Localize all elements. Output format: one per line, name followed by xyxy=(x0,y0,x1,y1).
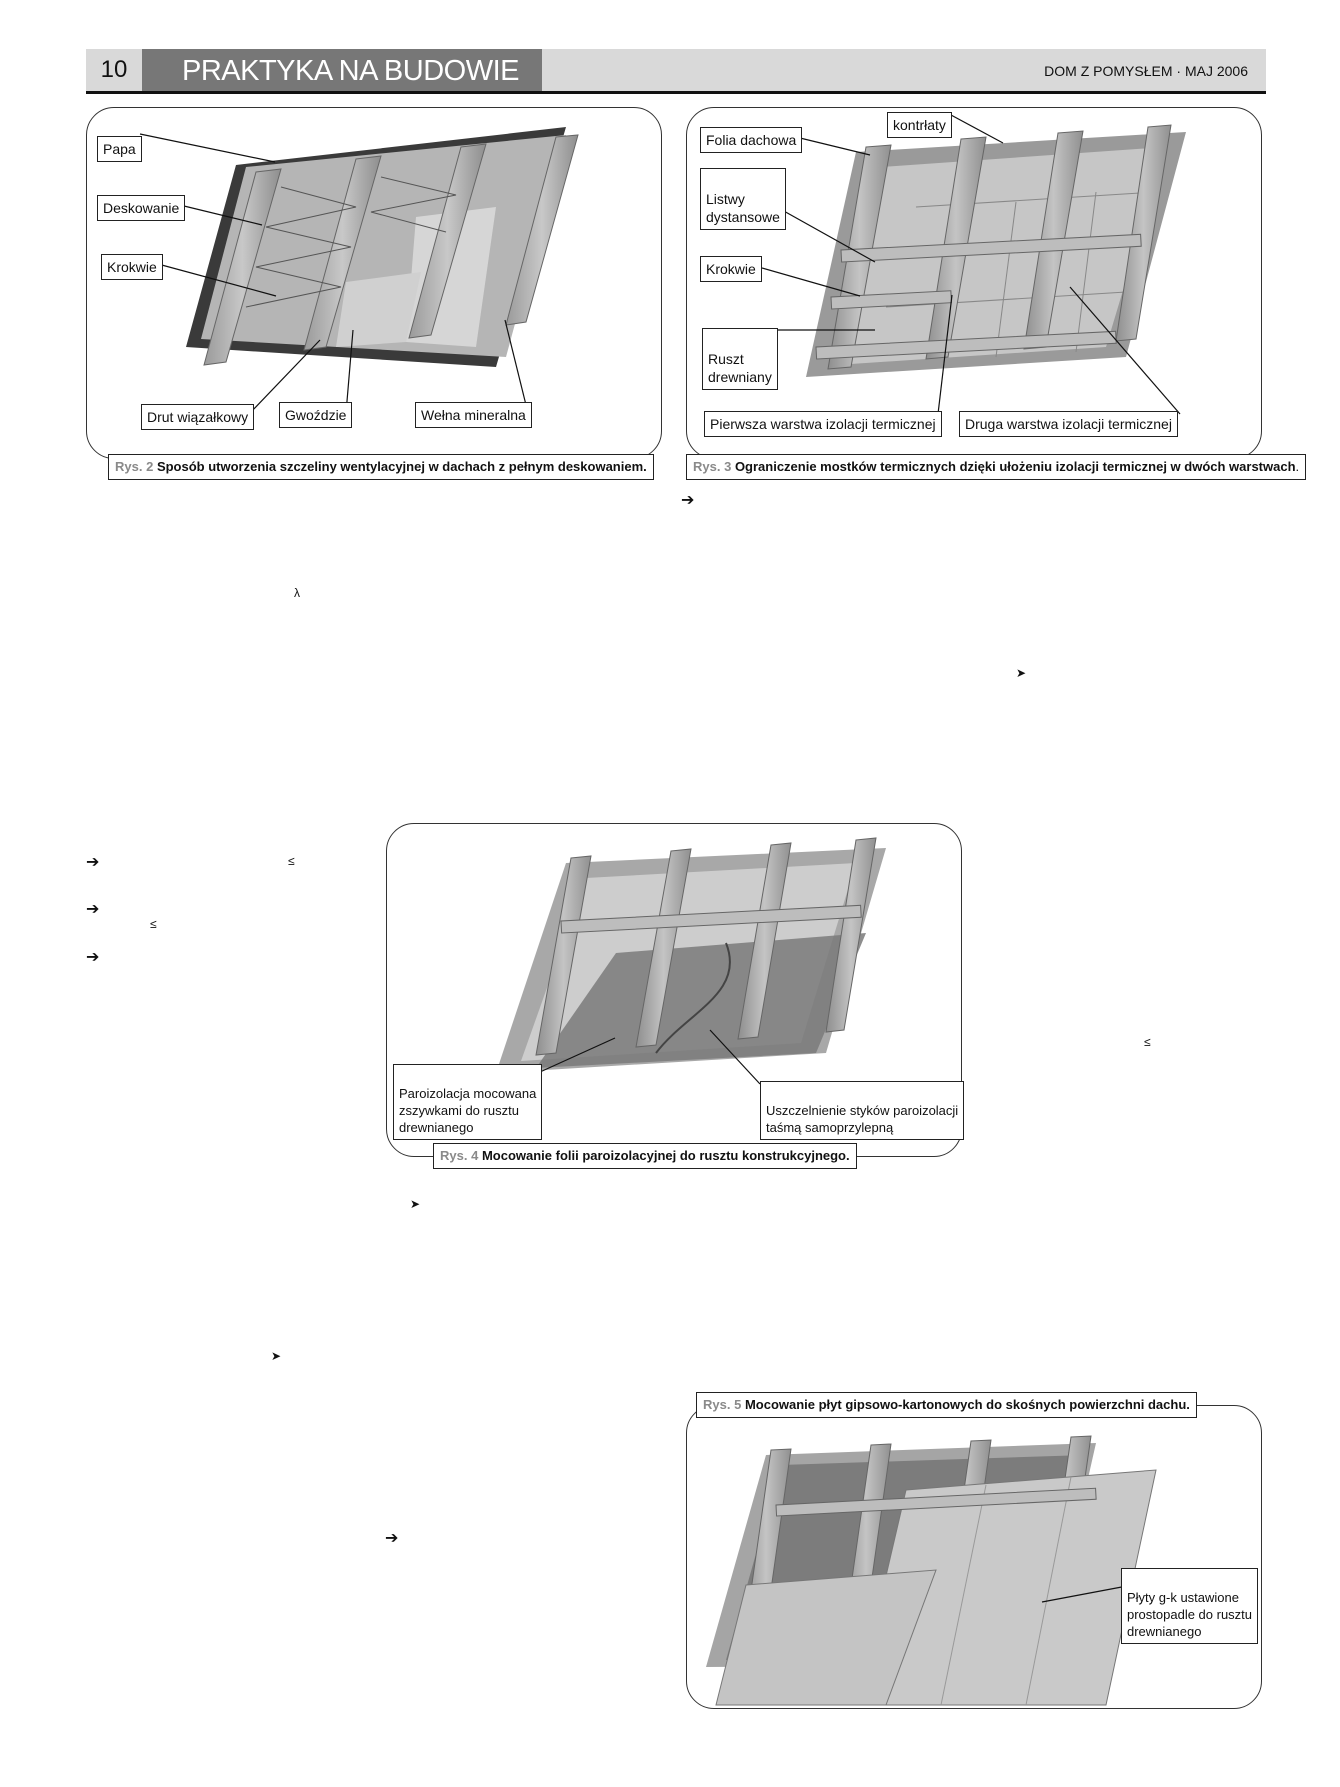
bullet-arrow-icon: ➔ xyxy=(385,1530,399,1547)
figure-4-caption-text: Mocowanie folii paroizolacyjnej do rusztu konstrukcyjnego. xyxy=(481,1148,850,1163)
leq-symbol: ≤ xyxy=(288,854,295,868)
small-arrow-icon: ➤ xyxy=(1016,666,1027,680)
leq-symbol: ≤ xyxy=(150,917,157,931)
figure-5-caption xyxy=(696,1392,1197,1418)
bullet-arrow-icon: ➔ xyxy=(681,492,695,509)
label-paroizolacja xyxy=(393,1064,542,1140)
leq-symbol: ≤ xyxy=(1144,1035,1151,1049)
label-ruszt-drewniany-text: Ruszt drewniany xyxy=(708,351,772,385)
bullet-arrow-icon: ➔ xyxy=(86,854,100,871)
section-title: PRAKTYKA NA BUDOWIE xyxy=(142,49,542,91)
figure-5-number: Rys. 5 xyxy=(703,1397,742,1412)
label-ruszt-drewniany xyxy=(702,328,778,390)
label-druga-warstwa: Druga warstwa izolacji termicznej xyxy=(959,411,1178,437)
issue-info: DOM Z POMYSŁEM · MAJ 2006 xyxy=(1044,63,1248,79)
figure-4-caption xyxy=(433,1143,857,1169)
label-welna-mineralna: Wełna mineralna xyxy=(415,402,532,428)
figure-2-caption-text: Sposób utworzenia szczeliny wentylacyjnej w dachach z pełnym deskowaniem. xyxy=(156,459,647,474)
figure-3-caption-text: Ograniczenie mostków termicznych dzięki ułożeniu izolacji termicznej w dwóch warstwach xyxy=(734,459,1296,474)
figure-3-number: Rys. 3 xyxy=(693,459,732,474)
figure-3-caption xyxy=(686,454,1306,480)
figure-5-caption-text: Mocowanie płyt gipsowo-kartonowych do skośnych powierzchni dachu. xyxy=(744,1397,1190,1412)
bullet-arrow-icon: ➔ xyxy=(86,901,100,918)
label-pierwsza-warstwa: Pierwsza warstwa izolacji termicznej xyxy=(704,411,942,437)
label-paroizolacja-text: Paroizolacja mocowana zszywkami do rusztu drewnianego xyxy=(399,1086,537,1135)
label-drut-wiazalkowy: Drut wiązałkowy xyxy=(141,404,254,430)
figure-2-number: Rys. 2 xyxy=(115,459,154,474)
label-deskowanie: Deskowanie xyxy=(97,195,185,221)
label-krokwie-3: Krokwie xyxy=(700,256,762,282)
small-arrow-icon: ➤ xyxy=(271,1349,282,1363)
page-number: 10 xyxy=(86,49,142,91)
small-arrow-icon: ➤ xyxy=(410,1197,421,1211)
label-plyty-gk-text: Płyty g-k ustawione prostopadle do rusztu drewnianego xyxy=(1127,1590,1253,1639)
figure-4-number: Rys. 4 xyxy=(440,1148,479,1163)
label-papa: Papa xyxy=(97,136,142,162)
label-uszczelnienie-text: Uszczelnienie styków paroizolacji taśmą samoprzylepną xyxy=(766,1103,959,1135)
bullet-arrow-icon: ➔ xyxy=(86,949,100,966)
label-plyty-gk xyxy=(1121,1568,1258,1644)
figure-3-caption-end: . xyxy=(1295,459,1300,474)
label-kontrlaty: kontrłaty xyxy=(887,112,952,138)
label-folia-dachowa: Folia dachowa xyxy=(700,127,802,153)
label-uszczelnienie xyxy=(760,1081,964,1140)
figure-2-caption xyxy=(108,454,654,480)
lambda-symbol: λ xyxy=(294,586,300,600)
label-krokwie: Krokwie xyxy=(101,254,163,280)
label-listwy-dystansowe-text: Listwy dystansowe xyxy=(706,191,780,225)
label-listwy-dystansowe xyxy=(700,168,786,230)
label-gwozdzie: Gwoździe xyxy=(279,402,352,428)
